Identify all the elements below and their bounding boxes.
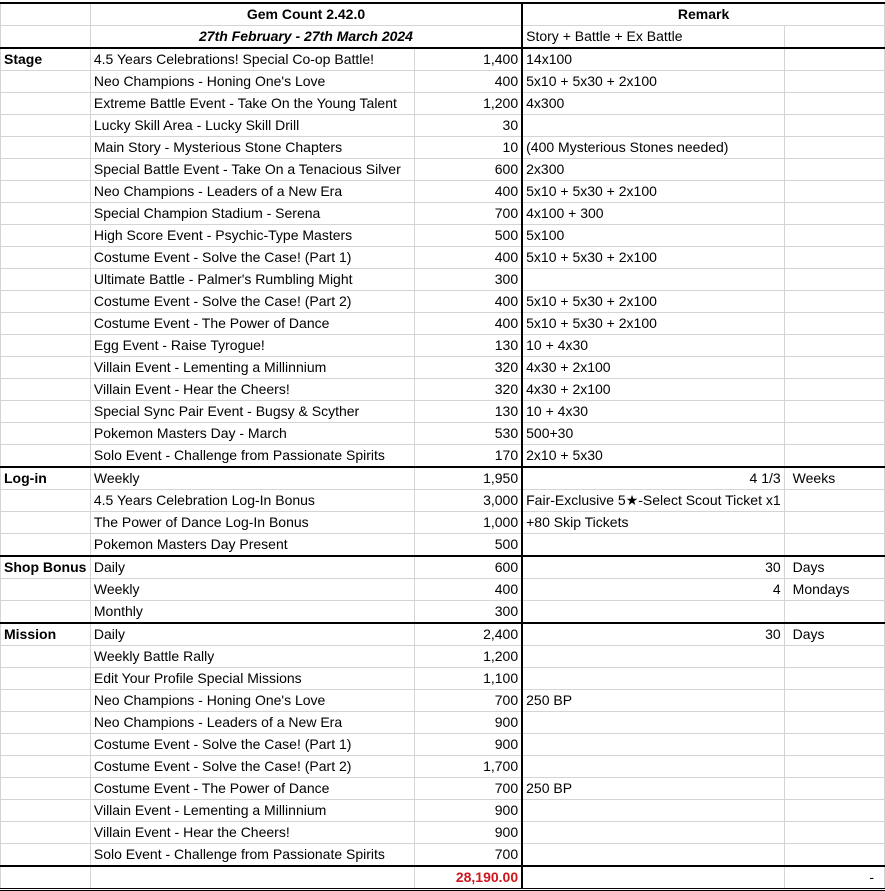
gem-value[interactable]: 1,200 [415, 646, 523, 668]
category-cell[interactable] [1, 137, 91, 159]
table-row [1, 247, 885, 269]
remark-unit[interactable] [784, 778, 884, 800]
category-cell[interactable] [1, 93, 91, 115]
remark[interactable] [522, 756, 784, 778]
item-name[interactable]: Monthly [90, 601, 414, 624]
remark[interactable]: 4x30 + 2x100 [522, 379, 784, 401]
category-cell[interactable] [1, 601, 91, 624]
cell[interactable] [784, 26, 884, 49]
gem-value[interactable]: 320 [415, 379, 523, 401]
gem-value[interactable]: 300 [415, 601, 523, 624]
item-name[interactable]: High Score Event - Psychic-Type Masters [90, 225, 414, 247]
remark[interactable]: +80 Skip Tickets [522, 512, 784, 534]
total-row [1, 866, 885, 890]
category-cell[interactable] [1, 225, 91, 247]
gem-value[interactable]: 700 [415, 690, 523, 712]
item-name[interactable]: Neo Champions - Honing One's Love [90, 71, 414, 93]
table-row [1, 646, 885, 668]
item-name[interactable]: Daily [90, 623, 414, 646]
table-row [1, 93, 885, 115]
remark[interactable]: (400 Mysterious Stones needed) [522, 137, 784, 159]
remark[interactable]: 4 [522, 579, 784, 601]
item-name[interactable]: The Power of Dance Log-In Bonus [90, 512, 414, 534]
remark[interactable]: 5x10 + 5x30 + 2x100 [522, 71, 784, 93]
gem-value[interactable]: 1,400 [415, 48, 523, 71]
gem-value[interactable]: 320 [415, 357, 523, 379]
gem-value[interactable]: 1,000 [415, 512, 523, 534]
remark[interactable] [522, 115, 784, 137]
remark[interactable] [522, 269, 784, 291]
category-cell[interactable] [1, 335, 91, 357]
gem-value[interactable]: 130 [415, 335, 523, 357]
table-row [1, 115, 885, 137]
item-name[interactable]: Special Sync Pair Event - Bugsy & Scyther [90, 401, 414, 423]
category-cell[interactable] [1, 291, 91, 313]
remark[interactable]: 2x300 [522, 159, 784, 181]
table-row [1, 512, 885, 534]
item-name[interactable]: Special Battle Event - Take On a Tenacious Silver [90, 159, 414, 181]
category-cell[interactable] [1, 181, 91, 203]
remark[interactable]: 2x10 + 5x30 [522, 445, 784, 468]
category-cell[interactable] [1, 379, 91, 401]
gem-count-sheet [0, 2, 885, 891]
table-row [1, 668, 885, 690]
remark[interactable]: 14x100 [522, 48, 784, 71]
gem-value[interactable]: 400 [415, 291, 523, 313]
category-cell[interactable] [1, 534, 91, 557]
table-row [1, 203, 885, 225]
gem-value[interactable]: 130 [415, 401, 523, 423]
table-row [1, 712, 885, 734]
gem-value[interactable]: 400 [415, 313, 523, 335]
table-row [1, 401, 885, 423]
remark-unit[interactable] [784, 115, 884, 137]
category-cell[interactable] [1, 512, 91, 534]
remark-unit[interactable] [784, 159, 884, 181]
remark[interactable]: 10 + 4x30 [522, 401, 784, 423]
item-name[interactable]: Special Champion Stadium - Serena [90, 203, 414, 225]
item-name[interactable]: Costume Event - Solve the Case! (Part 2) [90, 291, 414, 313]
gem-value[interactable]: 400 [415, 181, 523, 203]
table-row [1, 379, 885, 401]
remark-unit[interactable] [784, 822, 884, 844]
gem-value[interactable]: 900 [415, 800, 523, 822]
category-cell[interactable] [1, 668, 91, 690]
gem-value[interactable]: 400 [415, 247, 523, 269]
gem-value[interactable]: 700 [415, 844, 523, 867]
item-name[interactable]: Solo Event - Challenge from Passionate Spirits [90, 844, 414, 867]
gem-value[interactable]: 530 [415, 423, 523, 445]
table-row [1, 357, 885, 379]
gem-value[interactable]: 30 [415, 115, 523, 137]
remark[interactable]: 10 + 4x30 [522, 335, 784, 357]
table-row [1, 690, 885, 712]
remark-unit[interactable] [784, 490, 884, 512]
category-cell[interactable] [1, 844, 91, 867]
table-row [1, 579, 885, 601]
item-name[interactable]: Pokemon Masters Day - March [90, 423, 414, 445]
remark-unit[interactable] [784, 93, 884, 115]
item-name[interactable]: Villain Event - Lementing a Millinnium [90, 800, 414, 822]
category-cell[interactable] [1, 357, 91, 379]
gem-value[interactable]: 170 [415, 445, 523, 468]
remark-unit[interactable] [784, 668, 884, 690]
total-remark[interactable]: - [784, 866, 884, 890]
remark[interactable]: 250 BP [522, 690, 784, 712]
remark[interactable] [522, 822, 784, 844]
category-cell[interactable] [1, 690, 91, 712]
item-name[interactable]: Weekly [90, 467, 414, 490]
item-name[interactable]: Neo Champions - Leaders of a New Era [90, 181, 414, 203]
gem-value[interactable]: 1,200 [415, 93, 523, 115]
table-row [1, 71, 885, 93]
remark-unit[interactable] [784, 690, 884, 712]
table-row [1, 423, 885, 445]
remark-unit[interactable] [784, 137, 884, 159]
remark[interactable]: 500+30 [522, 423, 784, 445]
remark[interactable] [522, 844, 784, 867]
item-name[interactable]: Extreme Battle Event - Take On the Young Talent [90, 93, 414, 115]
category-cell[interactable] [1, 445, 91, 468]
table-row [1, 756, 885, 778]
remark[interactable]: 250 BP [522, 778, 784, 800]
remark-unit[interactable]: Days [784, 623, 884, 646]
item-name[interactable]: Daily [90, 556, 414, 579]
remark[interactable]: 5x10 + 5x30 + 2x100 [522, 181, 784, 203]
remark-unit[interactable] [784, 512, 884, 534]
gem-value[interactable]: 500 [415, 534, 523, 557]
category-cell[interactable] [1, 579, 91, 601]
category-cell[interactable]: Stage [1, 48, 91, 71]
table-row [1, 601, 885, 624]
period-row [1, 26, 885, 49]
category-cell[interactable]: Shop Bonus [1, 556, 91, 579]
remark-unit[interactable] [784, 71, 884, 93]
remark[interactable]: 5x100 [522, 225, 784, 247]
table-row [1, 844, 885, 867]
remark-unit[interactable]: Days [784, 556, 884, 579]
gem-value[interactable]: 400 [415, 579, 523, 601]
gem-value[interactable]: 900 [415, 712, 523, 734]
remark[interactable] [522, 734, 784, 756]
remark[interactable]: Fair-Exclusive 5★-Select Scout Ticket x1 [522, 490, 784, 512]
item-name[interactable]: Lucky Skill Area - Lucky Skill Drill [90, 115, 414, 137]
remark[interactable]: 4x30 + 2x100 [522, 357, 784, 379]
table-row [1, 225, 885, 247]
gem-value[interactable]: 600 [415, 556, 523, 579]
table-row [1, 822, 885, 844]
table-row [1, 159, 885, 181]
item-name[interactable]: Neo Champions - Honing One's Love [90, 690, 414, 712]
table-row [1, 137, 885, 159]
table-row [1, 490, 885, 512]
category-cell[interactable] [1, 247, 91, 269]
item-name[interactable]: Main Story - Mysterious Stone Chapters [90, 137, 414, 159]
remark-unit[interactable] [784, 534, 884, 557]
category-cell[interactable] [1, 800, 91, 822]
cell[interactable] [1, 26, 91, 49]
remark-unit[interactable] [784, 313, 884, 335]
item-name[interactable]: Ultimate Battle - Palmer's Rumbling Might [90, 269, 414, 291]
remark[interactable]: 30 [522, 623, 784, 646]
table-row [1, 181, 885, 203]
table-row [1, 800, 885, 822]
item-name[interactable]: Costume Event - Solve the Case! (Part 2) [90, 756, 414, 778]
remark-unit[interactable] [784, 335, 884, 357]
category-cell[interactable] [1, 423, 91, 445]
item-name[interactable]: Edit Your Profile Special Missions [90, 668, 414, 690]
remark[interactable]: 5x10 + 5x30 + 2x100 [522, 247, 784, 269]
remark-unit[interactable] [784, 844, 884, 867]
remark[interactable] [522, 800, 784, 822]
remark-unit[interactable] [784, 401, 884, 423]
remark-unit[interactable] [784, 423, 884, 445]
item-name[interactable]: Villain Event - Hear the Cheers! [90, 822, 414, 844]
remark[interactable]: 4x300 [522, 93, 784, 115]
cell[interactable] [1, 866, 91, 890]
remark[interactable]: 30 [522, 556, 784, 579]
category-cell[interactable] [1, 822, 91, 844]
remark-unit[interactable] [784, 357, 884, 379]
remark-unit[interactable] [784, 247, 884, 269]
category-cell[interactable] [1, 778, 91, 800]
sheet-title[interactable]: Gem Count 2.42.0 [90, 3, 522, 26]
remark-unit[interactable] [784, 48, 884, 71]
remark[interactable]: 4x100 + 300 [522, 203, 784, 225]
item-name[interactable]: Villain Event - Lementing a Millinnium [90, 357, 414, 379]
category-cell[interactable]: Log-in [1, 467, 91, 490]
table-row [1, 48, 885, 71]
remark-unit[interactable] [784, 269, 884, 291]
category-cell[interactable] [1, 269, 91, 291]
category-cell[interactable] [1, 159, 91, 181]
item-name[interactable]: Costume Event - The Power of Dance [90, 778, 414, 800]
remark-unit[interactable] [784, 601, 884, 624]
gem-value[interactable]: 300 [415, 269, 523, 291]
item-name[interactable]: Egg Event - Raise Tyrogue! [90, 335, 414, 357]
remark-unit[interactable] [784, 800, 884, 822]
period[interactable]: 27th February - 27th March 2024 [90, 26, 522, 49]
gem-value[interactable]: 1,100 [415, 668, 523, 690]
total-value[interactable]: 28,190.00 [415, 866, 523, 890]
table-row [1, 467, 885, 490]
item-name[interactable]: Weekly Battle Rally [90, 646, 414, 668]
item-name[interactable]: Solo Event - Challenge from Passionate Spirits [90, 445, 414, 468]
cell[interactable] [90, 866, 414, 890]
remark[interactable] [522, 646, 784, 668]
gem-value[interactable]: 700 [415, 203, 523, 225]
table-row [1, 313, 885, 335]
remark[interactable] [522, 712, 784, 734]
gem-value[interactable]: 3,000 [415, 490, 523, 512]
table-row [1, 445, 885, 468]
remark[interactable]: 5x10 + 5x30 + 2x100 [522, 291, 784, 313]
remark-header[interactable]: Remark [522, 3, 884, 26]
table-row [1, 335, 885, 357]
remark-unit[interactable] [784, 291, 884, 313]
item-name[interactable]: Villain Event - Hear the Cheers! [90, 379, 414, 401]
item-name[interactable]: Weekly [90, 579, 414, 601]
gem-value[interactable]: 1,950 [415, 467, 523, 490]
remark-unit[interactable] [784, 379, 884, 401]
category-cell[interactable] [1, 115, 91, 137]
category-cell[interactable] [1, 203, 91, 225]
cell[interactable] [522, 866, 784, 890]
gem-value[interactable]: 900 [415, 822, 523, 844]
remark[interactable]: 5x10 + 5x30 + 2x100 [522, 313, 784, 335]
category-cell[interactable] [1, 734, 91, 756]
item-name[interactable]: Costume Event - Solve the Case! (Part 1) [90, 247, 414, 269]
table-row [1, 734, 885, 756]
table-row [1, 623, 885, 646]
header-row [1, 3, 885, 26]
category-cell[interactable] [1, 756, 91, 778]
gem-value[interactable]: 10 [415, 137, 523, 159]
category-cell[interactable] [1, 646, 91, 668]
remark-unit[interactable] [784, 646, 884, 668]
cell[interactable] [1, 3, 91, 26]
gem-value[interactable]: 400 [415, 71, 523, 93]
gem-value[interactable]: 600 [415, 159, 523, 181]
table-row [1, 534, 885, 557]
remark-unit[interactable] [784, 181, 884, 203]
remark-unit[interactable] [784, 225, 884, 247]
table-row [1, 778, 885, 800]
item-name[interactable]: Costume Event - The Power of Dance [90, 313, 414, 335]
remark-unit[interactable]: Mondays [784, 579, 884, 601]
table-row [1, 291, 885, 313]
category-cell[interactable] [1, 490, 91, 512]
remark[interactable] [522, 668, 784, 690]
remark-subheader[interactable]: Story + Battle + Ex Battle [522, 26, 784, 49]
remark[interactable] [522, 601, 784, 624]
category-cell[interactable] [1, 313, 91, 335]
remark-unit[interactable] [784, 203, 884, 225]
item-name[interactable]: Pokemon Masters Day Present [90, 534, 414, 557]
item-name[interactable]: 4.5 Years Celebrations! Special Co-op Battle! [90, 48, 414, 71]
remark-unit[interactable] [784, 756, 884, 778]
remark-unit[interactable] [784, 445, 884, 468]
category-cell[interactable] [1, 401, 91, 423]
remark-unit[interactable]: Weeks [784, 467, 884, 490]
table-row [1, 269, 885, 291]
remark[interactable] [522, 534, 784, 557]
category-cell[interactable]: Mission [1, 623, 91, 646]
remark-unit[interactable] [784, 712, 884, 734]
item-name[interactable]: 4.5 Years Celebration Log-In Bonus [90, 490, 414, 512]
gem-value[interactable]: 700 [415, 778, 523, 800]
gem-value[interactable]: 2,400 [415, 623, 523, 646]
category-cell[interactable] [1, 712, 91, 734]
table-row [1, 556, 885, 579]
item-name[interactable]: Neo Champions - Leaders of a New Era [90, 712, 414, 734]
remark[interactable]: 4 1/3 [522, 467, 784, 490]
gem-value[interactable]: 1,700 [415, 756, 523, 778]
item-name[interactable]: Costume Event - Solve the Case! (Part 1) [90, 734, 414, 756]
category-cell[interactable] [1, 71, 91, 93]
gem-value[interactable]: 900 [415, 734, 523, 756]
remark-unit[interactable] [784, 734, 884, 756]
gem-value[interactable]: 500 [415, 225, 523, 247]
